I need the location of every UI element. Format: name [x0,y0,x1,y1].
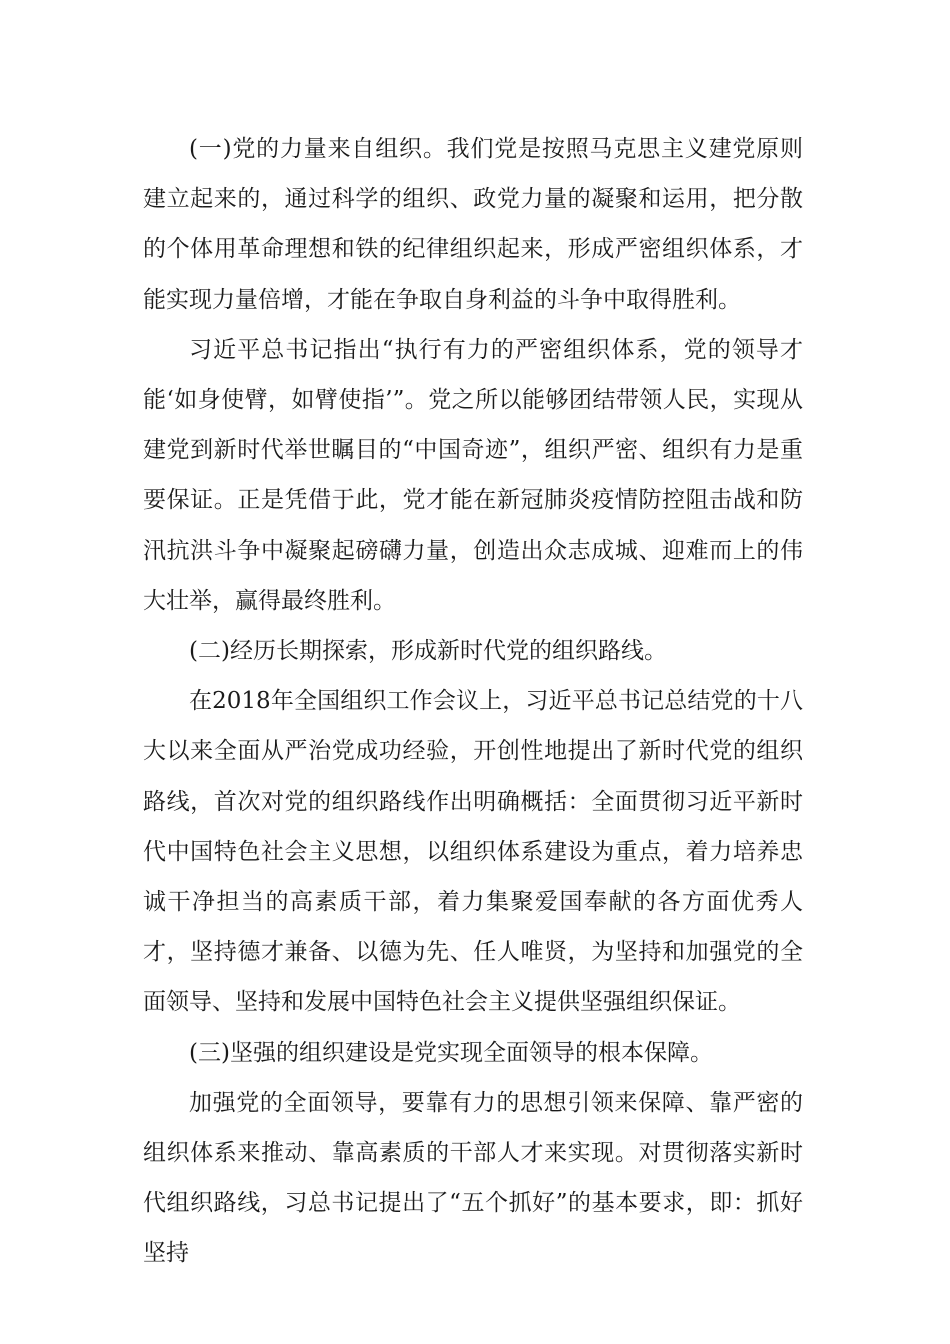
paragraph-1: (一)党的力量来自组织。我们党是按照马克思主义建党原则建立起来的，通过科学的组织、政党力量的凝聚和运用，把分散的个体用革命理想和铁的纪律组织起来，形成严密组织体系，才能实现力量倍增，才能在争取自身利益的斗争中取得胜利。 [143,136,803,313]
paragraph-2: 习近平总书记指出“执行有力的严密组织体系，党的领导才能‘如身使臂，如臂使指’”。党之所以能够团结带领人民，实现从建党到新时代举世瞩目的“中国奇迹”，组织严密、组织有力是重要保证。正是凭借于此，党才能在新冠肺炎疫情防控阻击战和防汛抗洪斗争中凝聚起磅礴力量，创造出众志成城、迎难而上的伟大壮举，赢得最终胜利。 [143,336,803,614]
document-body [143,124,803,1279]
paragraph-3-heading: (二)经历长期探索，形成新时代党的组织路线。 [189,638,667,665]
paragraph-5-heading: (三)坚强的组织建设是党实现全面领导的根本保障。 [189,1039,713,1066]
paragraph-4: 在2018年全国组织工作会议上，习近平总书记总结党的十八大以来全面从严治党成功经验，开创性地提出了新时代党的组织路线，首次对党的组织路线作出明确概括：全面贯彻习近平新时代中国特色社会主义思想，以组织体系建设为重点，着力培养忠诚干净担当的高素质干部，着力集聚爱国奉献的各方面优秀人才，坚持德才兼备、以德为先、任人唯贤，为坚持和加强党的全面领导、坚持和发展中国特色社会主义提供坚强组织保证。 [143,688,803,1016]
paragraph-6: 加强党的全面领导，要靠有力的思想引领来保障、靠严密的组织体系来推动、靠高素质的干部人才来实现。对贯彻落实新时代组织路线，习总书记提出了“五个抓好”的基本要求，即：抓好坚持 [143,1089,803,1267]
